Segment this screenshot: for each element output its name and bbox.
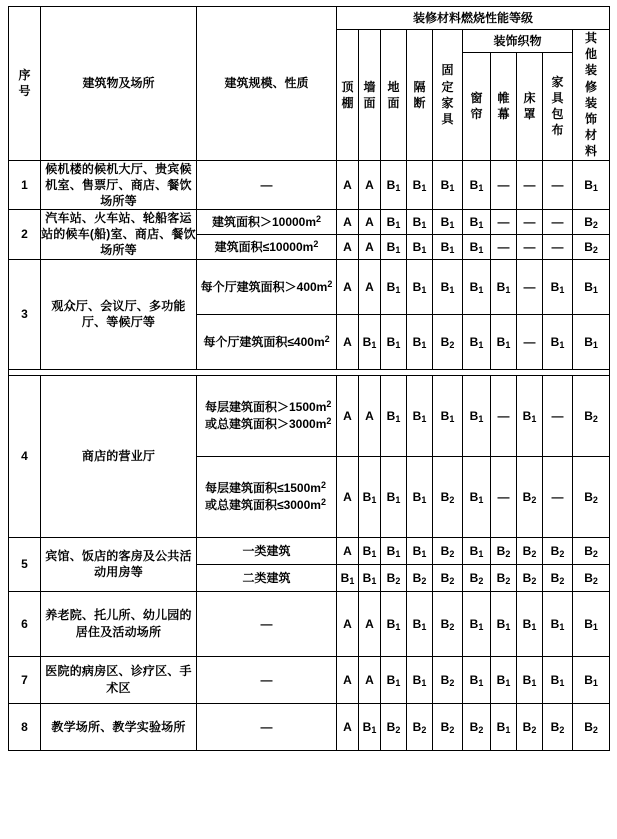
- cell-other: $B_1$: [573, 656, 610, 703]
- cell-ceiling: A: [337, 234, 359, 259]
- cell-furniture-cover: —: [543, 234, 573, 259]
- cell-fixed-furniture: $B_1$: [433, 234, 463, 259]
- cell-drapery: $B_2$: [491, 564, 517, 591]
- cell-drapery: $B_2$: [491, 537, 517, 564]
- cell-floor: $B_2$: [381, 703, 407, 750]
- row-scale: 每个厅建筑面积$>400m^2$: [197, 259, 337, 314]
- cell-bed-cover: $B_1$: [517, 591, 543, 656]
- cell-other: $B_1$: [573, 160, 610, 210]
- cell-drapery: $B_1$: [491, 703, 517, 750]
- cell-drapery: $B_1$: [491, 259, 517, 314]
- cell-fixed-furniture: $B_1$: [433, 259, 463, 314]
- table-row: [9, 375, 610, 456]
- header-fixed-furniture: 固 定 家 具: [433, 30, 463, 161]
- cell-floor: $B_1$: [381, 259, 407, 314]
- cell-partition: $B_1$: [407, 234, 433, 259]
- cell-fixed-furniture: $B_1$: [433, 210, 463, 235]
- cell-other: $B_2$: [573, 210, 610, 235]
- cell-other: $B_1$: [573, 314, 610, 369]
- row-scale: 每层建筑面积$>1500m^2$或总建筑面积$>3000m^2$: [197, 375, 337, 456]
- cell-drapery: —: [491, 160, 517, 210]
- cell-fixed-furniture: $B_2$: [433, 591, 463, 656]
- table-row: [9, 160, 610, 210]
- row-building: 教学场所、教学实验场所: [41, 703, 197, 750]
- cell-curtain: $B_1$: [463, 537, 491, 564]
- cell-partition: $B_1$: [407, 259, 433, 314]
- cell-ceiling: A: [337, 591, 359, 656]
- cell-fixed-furniture: $B_2$: [433, 537, 463, 564]
- cell-curtain: $B_1$: [463, 160, 491, 210]
- cell-fixed-furniture: $B_2$: [433, 564, 463, 591]
- cell-wall: $B_1$: [359, 564, 381, 591]
- row-index: 2: [9, 210, 41, 260]
- cell-other: $B_1$: [573, 259, 610, 314]
- cell-bed-cover: $B_2$: [517, 537, 543, 564]
- cell-other: $B_2$: [573, 375, 610, 456]
- cell-bed-cover: —: [517, 210, 543, 235]
- cell-curtain: $B_1$: [463, 314, 491, 369]
- table-row: [9, 259, 610, 314]
- cell-furniture-cover: —: [543, 210, 573, 235]
- cell-wall: A: [359, 160, 381, 210]
- header-bed-cover: 床 罩: [517, 53, 543, 161]
- header-drapery: 帷 幕: [491, 53, 517, 161]
- row-building: 养老院、托儿所、幼儿园的居住及活动场所: [41, 591, 197, 656]
- cell-furniture-cover: $B_2$: [543, 537, 573, 564]
- cell-drapery: —: [491, 456, 517, 537]
- table-header-row-1: [9, 7, 610, 30]
- header-floor: 地 面: [381, 30, 407, 161]
- cell-wall: A: [359, 210, 381, 235]
- cell-ceiling: A: [337, 703, 359, 750]
- cell-bed-cover: $B_2$: [517, 564, 543, 591]
- cell-drapery: —: [491, 210, 517, 235]
- cell-partition: $B_1$: [407, 591, 433, 656]
- cell-curtain: $B_1$: [463, 234, 491, 259]
- cell-partition: $B_1$: [407, 314, 433, 369]
- cell-bed-cover: —: [517, 160, 543, 210]
- cell-floor: $B_1$: [381, 314, 407, 369]
- cell-curtain: $B_1$: [463, 456, 491, 537]
- cell-fixed-furniture: $B_2$: [433, 456, 463, 537]
- cell-curtain: $B_1$: [463, 210, 491, 235]
- row-scale: 每个厅建筑面积$\le 400m^2$: [197, 314, 337, 369]
- cell-wall: A: [359, 656, 381, 703]
- fire-performance-table: [8, 6, 610, 751]
- cell-fixed-furniture: $B_2$: [433, 314, 463, 369]
- cell-floor: $B_1$: [381, 234, 407, 259]
- cell-drapery: —: [491, 375, 517, 456]
- cell-wall: A: [359, 259, 381, 314]
- cell-partition: $B_1$: [407, 456, 433, 537]
- cell-partition: $B_2$: [407, 564, 433, 591]
- cell-ceiling: A: [337, 314, 359, 369]
- cell-fixed-furniture: $B_1$: [433, 160, 463, 210]
- cell-floor: $B_1$: [381, 591, 407, 656]
- table-row: [9, 703, 610, 750]
- row-index: 8: [9, 703, 41, 750]
- cell-partition: $B_2$: [407, 703, 433, 750]
- cell-furniture-cover: —: [543, 375, 573, 456]
- cell-furniture-cover: $B_1$: [543, 656, 573, 703]
- cell-bed-cover: $B_2$: [517, 456, 543, 537]
- cell-ceiling: A: [337, 375, 359, 456]
- row-building: 商店的营业厅: [41, 375, 197, 537]
- row-building: 宾馆、饭店的客房及公共活动用房等: [41, 537, 197, 591]
- cell-bed-cover: —: [517, 314, 543, 369]
- row-building: 候机楼的候机大厅、贵宾候机室、售票厅、商店、餐饮场所等: [41, 160, 197, 210]
- cell-ceiling: A: [337, 456, 359, 537]
- cell-other: $B_2$: [573, 456, 610, 537]
- cell-partition: $B_1$: [407, 375, 433, 456]
- cell-other: $B_1$: [573, 591, 610, 656]
- cell-wall: A: [359, 234, 381, 259]
- cell-floor: $B_1$: [381, 210, 407, 235]
- header-index: 序 号: [9, 7, 41, 161]
- row-scale: —: [197, 703, 337, 750]
- header-partition: 隔 断: [407, 30, 433, 161]
- cell-floor: $B_2$: [381, 564, 407, 591]
- row-scale: 每层建筑面积$\le 1500m^2$或总建筑面积$\le 3000m^2$: [197, 456, 337, 537]
- cell-ceiling: A: [337, 537, 359, 564]
- cell-wall: $B_1$: [359, 537, 381, 564]
- cell-wall: A: [359, 591, 381, 656]
- cell-drapery: $B_1$: [491, 591, 517, 656]
- cell-fixed-furniture: $B_1$: [433, 375, 463, 456]
- cell-floor: $B_1$: [381, 375, 407, 456]
- row-scale: 二类建筑: [197, 564, 337, 591]
- row-building: 医院的病房区、诊疗区、手术区: [41, 656, 197, 703]
- cell-fixed-furniture: $B_2$: [433, 656, 463, 703]
- cell-bed-cover: $B_2$: [517, 703, 543, 750]
- cell-curtain: $B_1$: [463, 375, 491, 456]
- cell-wall: $B_1$: [359, 703, 381, 750]
- cell-furniture-cover: $B_2$: [543, 703, 573, 750]
- header-curtain: 窗 帘: [463, 53, 491, 161]
- cell-drapery: $B_1$: [491, 656, 517, 703]
- header-decor-fabric-group: 装饰织物: [463, 30, 573, 53]
- cell-other: $B_2$: [573, 537, 610, 564]
- row-building: 汽车站、火车站、轮船客运站的候车(船)室、商店、餐饮场所等: [41, 211, 196, 258]
- row-scale: —: [197, 591, 337, 656]
- row-scale: —: [197, 656, 337, 703]
- cell-wall: $B_1$: [359, 456, 381, 537]
- cell-ceiling: A: [337, 160, 359, 210]
- cell-partition: $B_1$: [407, 160, 433, 210]
- cell-furniture-cover: $B_2$: [543, 564, 573, 591]
- header-furniture-cover: 家 具 包 布: [543, 53, 573, 161]
- row-index: 3: [9, 259, 41, 369]
- cell-other: $B_2$: [573, 703, 610, 750]
- header-wall: 墙 面: [359, 30, 381, 161]
- cell-furniture-cover: $B_1$: [543, 314, 573, 369]
- cell-curtain: $B_2$: [463, 564, 491, 591]
- cell-drapery: —: [491, 234, 517, 259]
- cell-furniture-cover: $B_1$: [543, 591, 573, 656]
- cell-floor: $B_1$: [381, 537, 407, 564]
- row-scale: 建筑面积$\le 10000m^2$: [197, 234, 337, 259]
- table-row: [9, 591, 610, 656]
- header-building: 建筑物及场所: [41, 7, 197, 161]
- row-index: 6: [9, 591, 41, 656]
- row-index: 7: [9, 656, 41, 703]
- cell-ceiling: A: [337, 210, 359, 235]
- cell-fixed-furniture: $B_2$: [433, 703, 463, 750]
- cell-drapery: $B_1$: [491, 314, 517, 369]
- cell-wall: A: [359, 375, 381, 456]
- document-page: [0, 6, 617, 839]
- cell-furniture-cover: —: [543, 456, 573, 537]
- cell-bed-cover: —: [517, 234, 543, 259]
- cell-bed-cover: —: [517, 259, 543, 314]
- cell-floor: $B_1$: [381, 456, 407, 537]
- cell-floor: $B_1$: [381, 656, 407, 703]
- cell-partition: $B_1$: [407, 210, 433, 235]
- row-index: 5: [9, 537, 41, 591]
- header-scale: 建筑规模、性质: [197, 7, 337, 161]
- cell-curtain: $B_1$: [463, 259, 491, 314]
- cell-partition: $B_1$: [407, 537, 433, 564]
- row-scale: —: [197, 160, 337, 210]
- cell-bed-cover: $B_1$: [517, 656, 543, 703]
- cell-other: $B_2$: [573, 564, 610, 591]
- row-index: 4: [9, 375, 41, 537]
- cell-other: $B_2$: [573, 234, 610, 259]
- cell-furniture-cover: $B_1$: [543, 259, 573, 314]
- header-other: 其 他 装 修 装 饰 材 料: [573, 30, 610, 161]
- row-scale: 建筑面积$>10000m^2$: [197, 210, 337, 235]
- cell-bed-cover: $B_1$: [517, 375, 543, 456]
- cell-ceiling: A: [337, 259, 359, 314]
- cell-floor: $B_1$: [381, 160, 407, 210]
- table-row: [9, 656, 610, 703]
- cell-curtain: $B_1$: [463, 591, 491, 656]
- row-scale: 一类建筑: [197, 537, 337, 564]
- row-building: 观众厅、会议厅、多功能厅、等候厅等: [41, 259, 197, 369]
- header-ceiling: 顶 棚: [337, 30, 359, 161]
- cell-curtain: $B_1$: [463, 656, 491, 703]
- header-group-top: 装修材料燃烧性能等级: [337, 7, 610, 30]
- cell-curtain: $B_2$: [463, 703, 491, 750]
- table-row: [9, 537, 610, 564]
- cell-ceiling: $B_1$: [337, 564, 359, 591]
- cell-furniture-cover: —: [543, 160, 573, 210]
- cell-wall: $B_1$: [359, 314, 381, 369]
- row-index: 1: [9, 160, 41, 210]
- table-row: [9, 210, 610, 235]
- cell-partition: $B_1$: [407, 656, 433, 703]
- cell-ceiling: A: [337, 656, 359, 703]
